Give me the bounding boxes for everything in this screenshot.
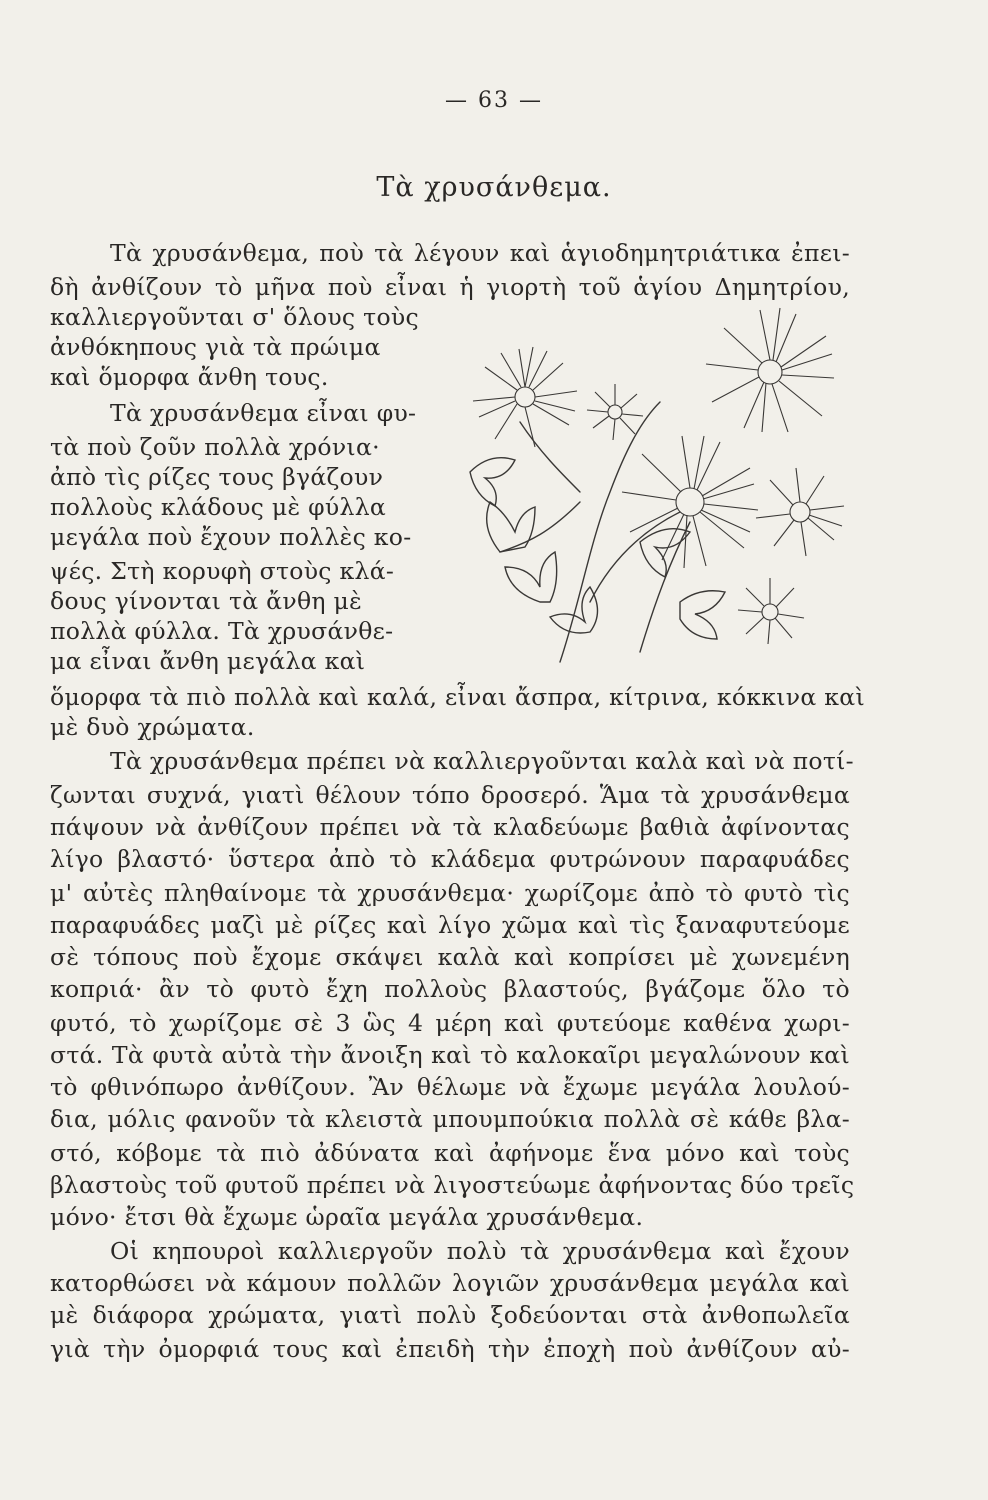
text-line: ἀνθόκηπους γιὰ τὰ πρώιμα [50, 333, 381, 361]
text-line: μα εἶναι ἄνθη μεγάλα καὶ [50, 647, 366, 675]
text-line: τὰ ποὺ ζοῦν πολλὰ χρόνια· [50, 433, 380, 461]
text-line: πάψουν νὰ ἀνθίζουν πρέπει νὰ τὰ κλαδεύωμε βαθιὰ ἀφίνοντας [50, 813, 850, 841]
text-line: Τὰ χρυσάνθεμα, ποὺ τὰ λέγουν καὶ ἁγιοδημητριάτικα ἐπει- [110, 239, 850, 267]
text-line: δὴ ἀνθίζουν τὸ μῆνα ποὺ εἶναι ἡ γιορτὴ τοῦ ἁγίου Δημητρίου, [50, 273, 850, 301]
text-line: ζωνται συχνά, γιατὶ θέλουν τόπο δροσερό. Ἅμα τὰ χρυσάνθεμα [50, 781, 850, 809]
text-line: φυτό, τὸ χωρίζομε σὲ 3 ὣς 4 μέρη καὶ φυτεύομε καθένα χωρι- [50, 1009, 850, 1037]
text-line: κοπριά· ἂν τὸ φυτὸ ἔχη πολλοὺς βλαστούς, βγάζομε ὅλο τὸ [50, 975, 850, 1003]
text-line: δους γίνονται τὰ ἄνθη μὲ [50, 587, 363, 615]
text-line: Τὰ χρυσάνθεμα εἶναι φυ- [110, 399, 417, 427]
text-line: πολλὰ φύλλα. Τὰ χρυσάνθε- [50, 617, 394, 645]
text-line: ὅμορφα τὰ πιὸ πολλὰ καὶ καλά, εἶναι ἄσπρα, κίτρινα, κόκκινα καὶ [50, 683, 865, 711]
text-line: καὶ ὅμορφα ἄνθη τους. [50, 363, 329, 391]
text-line: λίγο βλαστό· ὕστερα ἀπὸ τὸ κλάδεμα φυτρώνουν παραφυάδες [50, 845, 850, 873]
chrysanthemum-illustration [440, 302, 860, 664]
text-line: δια, μόλις φανοῦν τὰ κλειστὰ μπουμπούκια πολλὰ σὲ κάθε βλα- [50, 1105, 850, 1133]
text-line: βλαστοὺς τοῦ φυτοῦ πρέπει νὰ λιγοστεύωμε ἀφήνοντας δύο τρεῖς [50, 1171, 855, 1199]
text-line: μὲ διάφορα χρώματα, γιατὶ πολὺ ξοδεύονται στὰ ἀνθοπωλεῖα [50, 1301, 850, 1329]
text-line: γιὰ τὴν ὀμορφιά τους καὶ ἐπειδὴ τὴν ἐποχὴ ποὺ ἀνθίζουν αὐ- [50, 1335, 850, 1363]
text-line: μεγάλα ποὺ ἔχουν πολλὲς κο- [50, 523, 412, 551]
text-line: στό, κόβομε τὰ πιὸ ἀδύνατα καὶ ἀφήνομε ἕνα μόνο καὶ τοὺς [50, 1139, 850, 1167]
text-line: ἀπὸ τὶς ρίζες τους βγάζουν [50, 463, 384, 491]
text-line: μὲ δυὸ χρώματα. [50, 713, 255, 741]
text-line: μόνο· ἔτσι θὰ ἔχωμε ὡραῖα μεγάλα χρυσάνθεμα. [50, 1203, 644, 1231]
text-line: παραφυάδες μαζὶ μὲ ρίζες καὶ λίγο χῶμα καὶ τὶς ξαναφυτεύομε [50, 911, 850, 939]
text-line: καλλιεργοῦνται σ' ὅλους τοὺς [50, 303, 419, 331]
text-line: σὲ τόπους ποὺ ἔχομε σκάψει καλὰ καὶ κοπρίσει μὲ χωνεμένη [50, 943, 850, 971]
text-line: πολλοὺς κλάδους μὲ φύλλα [50, 493, 387, 521]
text-line: κατορθώσει νὰ κάμουν πολλῶν λογιῶν χρυσάνθεμα μεγάλα καὶ [50, 1269, 850, 1297]
page-title: Τὰ χρυσάνθεμα. [376, 172, 612, 203]
page-number: — 63 — [445, 88, 543, 113]
text-line: ψές. Στὴ κορυφὴ στοὺς κλά- [50, 557, 395, 585]
text-line: στά. Τὰ φυτὰ αὐτὰ τὴν ἄνοιξη καὶ τὸ καλοκαῖρι μεγαλώνουν καὶ [50, 1041, 850, 1069]
text-line: Τὰ χρυσάνθεμα πρέπει νὰ καλλιεργοῦνται καλὰ καὶ νὰ ποτί- [110, 747, 854, 775]
text-line: τὸ φθινόπωρο ἀνθίζουν. Ἂν θέλωμε νὰ ἔχωμε μεγάλα λουλού- [50, 1073, 850, 1101]
text-line: Οἱ κηπουροὶ καλλιεργοῦν πολὺ τὰ χρυσάνθεμα καὶ ἔχουν [110, 1237, 850, 1265]
text-line: μ' αὐτὲς πληθαίνομε τὰ χρυσάνθεμα· χωρίζομε ἀπὸ τὸ φυτὸ τὶς [50, 879, 850, 907]
